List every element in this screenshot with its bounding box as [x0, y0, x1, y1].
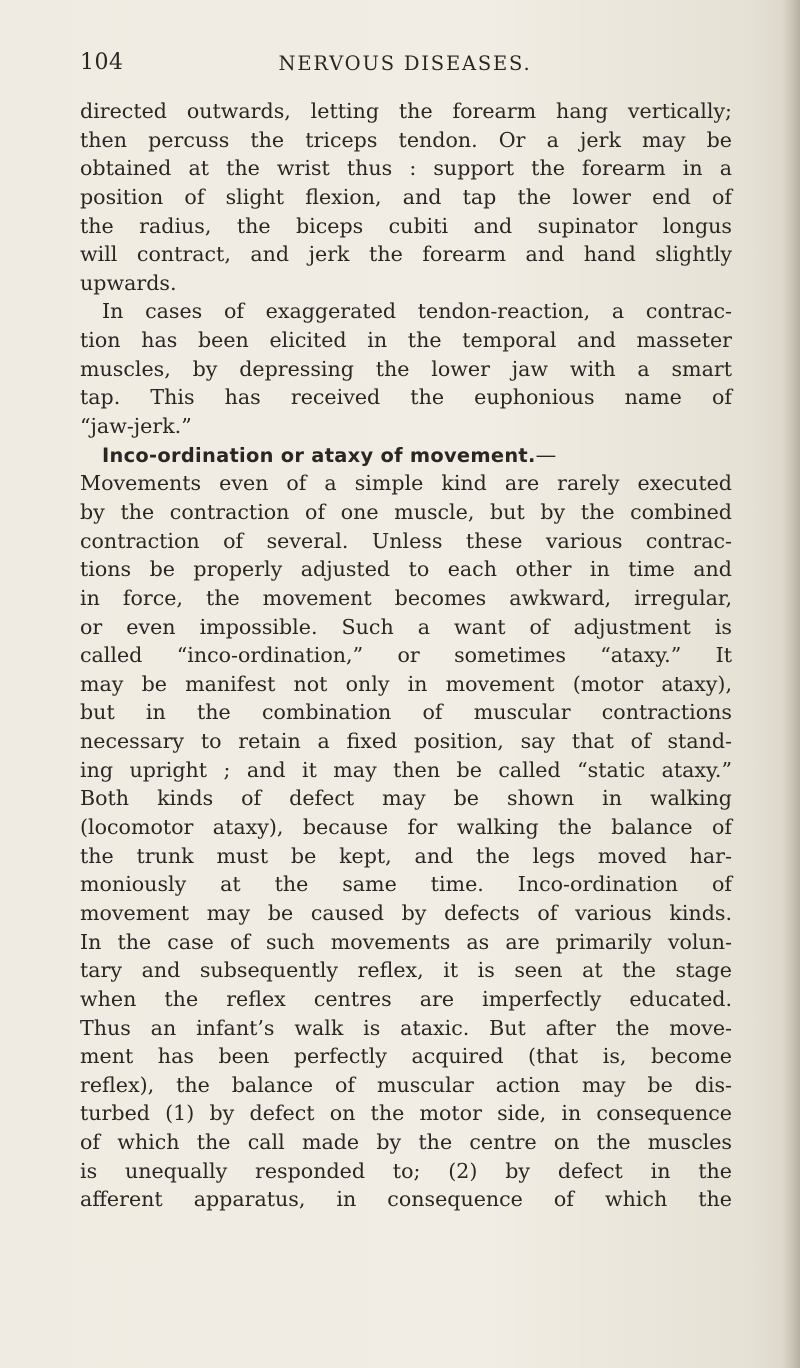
text-line: (locomotor ataxy), because for walking the balance of: [80, 815, 732, 840]
text-line: upwards.: [80, 270, 177, 295]
text-line: tions be properly adjusted to each other in time and: [80, 557, 732, 582]
text-line: contraction of several. Unless these various contrac-: [80, 528, 732, 553]
text-line: Movements even of a simple kind are rarely executed: [80, 471, 732, 496]
text-line: Thus an infant’s walk is ataxic. But after the move-: [80, 1015, 732, 1040]
text-line: the radius, the biceps cubiti and supinator longus: [80, 213, 732, 238]
text-line: “jaw-jerk.”: [80, 414, 192, 439]
text-line: afferent apparatus, in consequence of which the: [80, 1187, 732, 1212]
text-line: but in the combination of muscular contractions: [80, 700, 732, 725]
heading-dash: —: [535, 442, 557, 467]
text-line: turbed (1) by defect on the motor side, in consequence: [80, 1101, 732, 1126]
text-line: tary and subsequently reflex, it is seen at the stage: [80, 958, 732, 983]
section-heading-line: [80, 441, 732, 470]
text-line: is unequally responded to; (2) by defect in the: [80, 1158, 732, 1183]
text-line: directed outwards, letting the forearm hang vertically;: [80, 99, 732, 123]
text-line: obtained at the wrist thus : support the forearm in a: [80, 156, 732, 181]
text-line: ment has been perfectly acquired (that is, become: [80, 1044, 732, 1069]
text-line: tion has been elicited in the temporal and masseter: [80, 328, 732, 353]
text-line: muscles, by depressing the lower jaw with a smart: [80, 356, 732, 381]
running-title: NERVOUS DISEASES.: [278, 52, 532, 75]
text-line: position of slight flexion, and tap the lower end of: [80, 184, 732, 209]
text-line: in force, the movement becomes awkward, irregular,: [80, 585, 732, 610]
text-line: or even impossible. Such a want of adjustment is: [80, 614, 732, 639]
text-line: by the contraction of one muscle, but by the combined: [80, 499, 732, 524]
text-line: necessary to retain a fixed position, say that of stand-: [80, 729, 732, 754]
text-line: ing upright ; and it may then be called “static ataxy.”: [80, 757, 732, 782]
text-line: called “inco-ordination,” or sometimes “ataxy.” It: [80, 643, 732, 668]
text-line: In cases of exaggerated tendon-reaction, a contrac-: [102, 299, 732, 324]
text-line: of which the call made by the centre on the muscles: [80, 1130, 732, 1155]
text-line: when the reflex centres are imperfectly educated.: [80, 986, 732, 1011]
body-text: [80, 97, 732, 1214]
text-line: In the case of such movements as are primarily volun-: [80, 929, 732, 954]
text-line: may be manifest not only in movement (motor ataxy),: [80, 671, 732, 696]
text-line: movement may be caused by defects of various kinds.: [80, 900, 732, 925]
text-line: Both kinds of defect may be shown in walking: [80, 786, 732, 811]
page-header: [80, 50, 730, 84]
section-heading: Inco-ordination or ataxy of movement.: [102, 443, 536, 467]
text-line: moniously at the same time. Inco-ordination of: [80, 872, 732, 897]
page-edge-shadow: [782, 0, 800, 1368]
text-line: will contract, and jerk the forearm and hand slightly: [80, 242, 732, 267]
text-line: reflex), the balance of muscular action may be dis-: [80, 1072, 732, 1097]
text-line: the trunk must be kept, and the legs moved har-: [80, 843, 732, 868]
page-number: 104: [80, 50, 124, 75]
text-line: tap. This has received the euphonious name of: [80, 385, 732, 410]
text-line: then percuss the triceps tendon. Or a jerk may be: [80, 127, 732, 152]
